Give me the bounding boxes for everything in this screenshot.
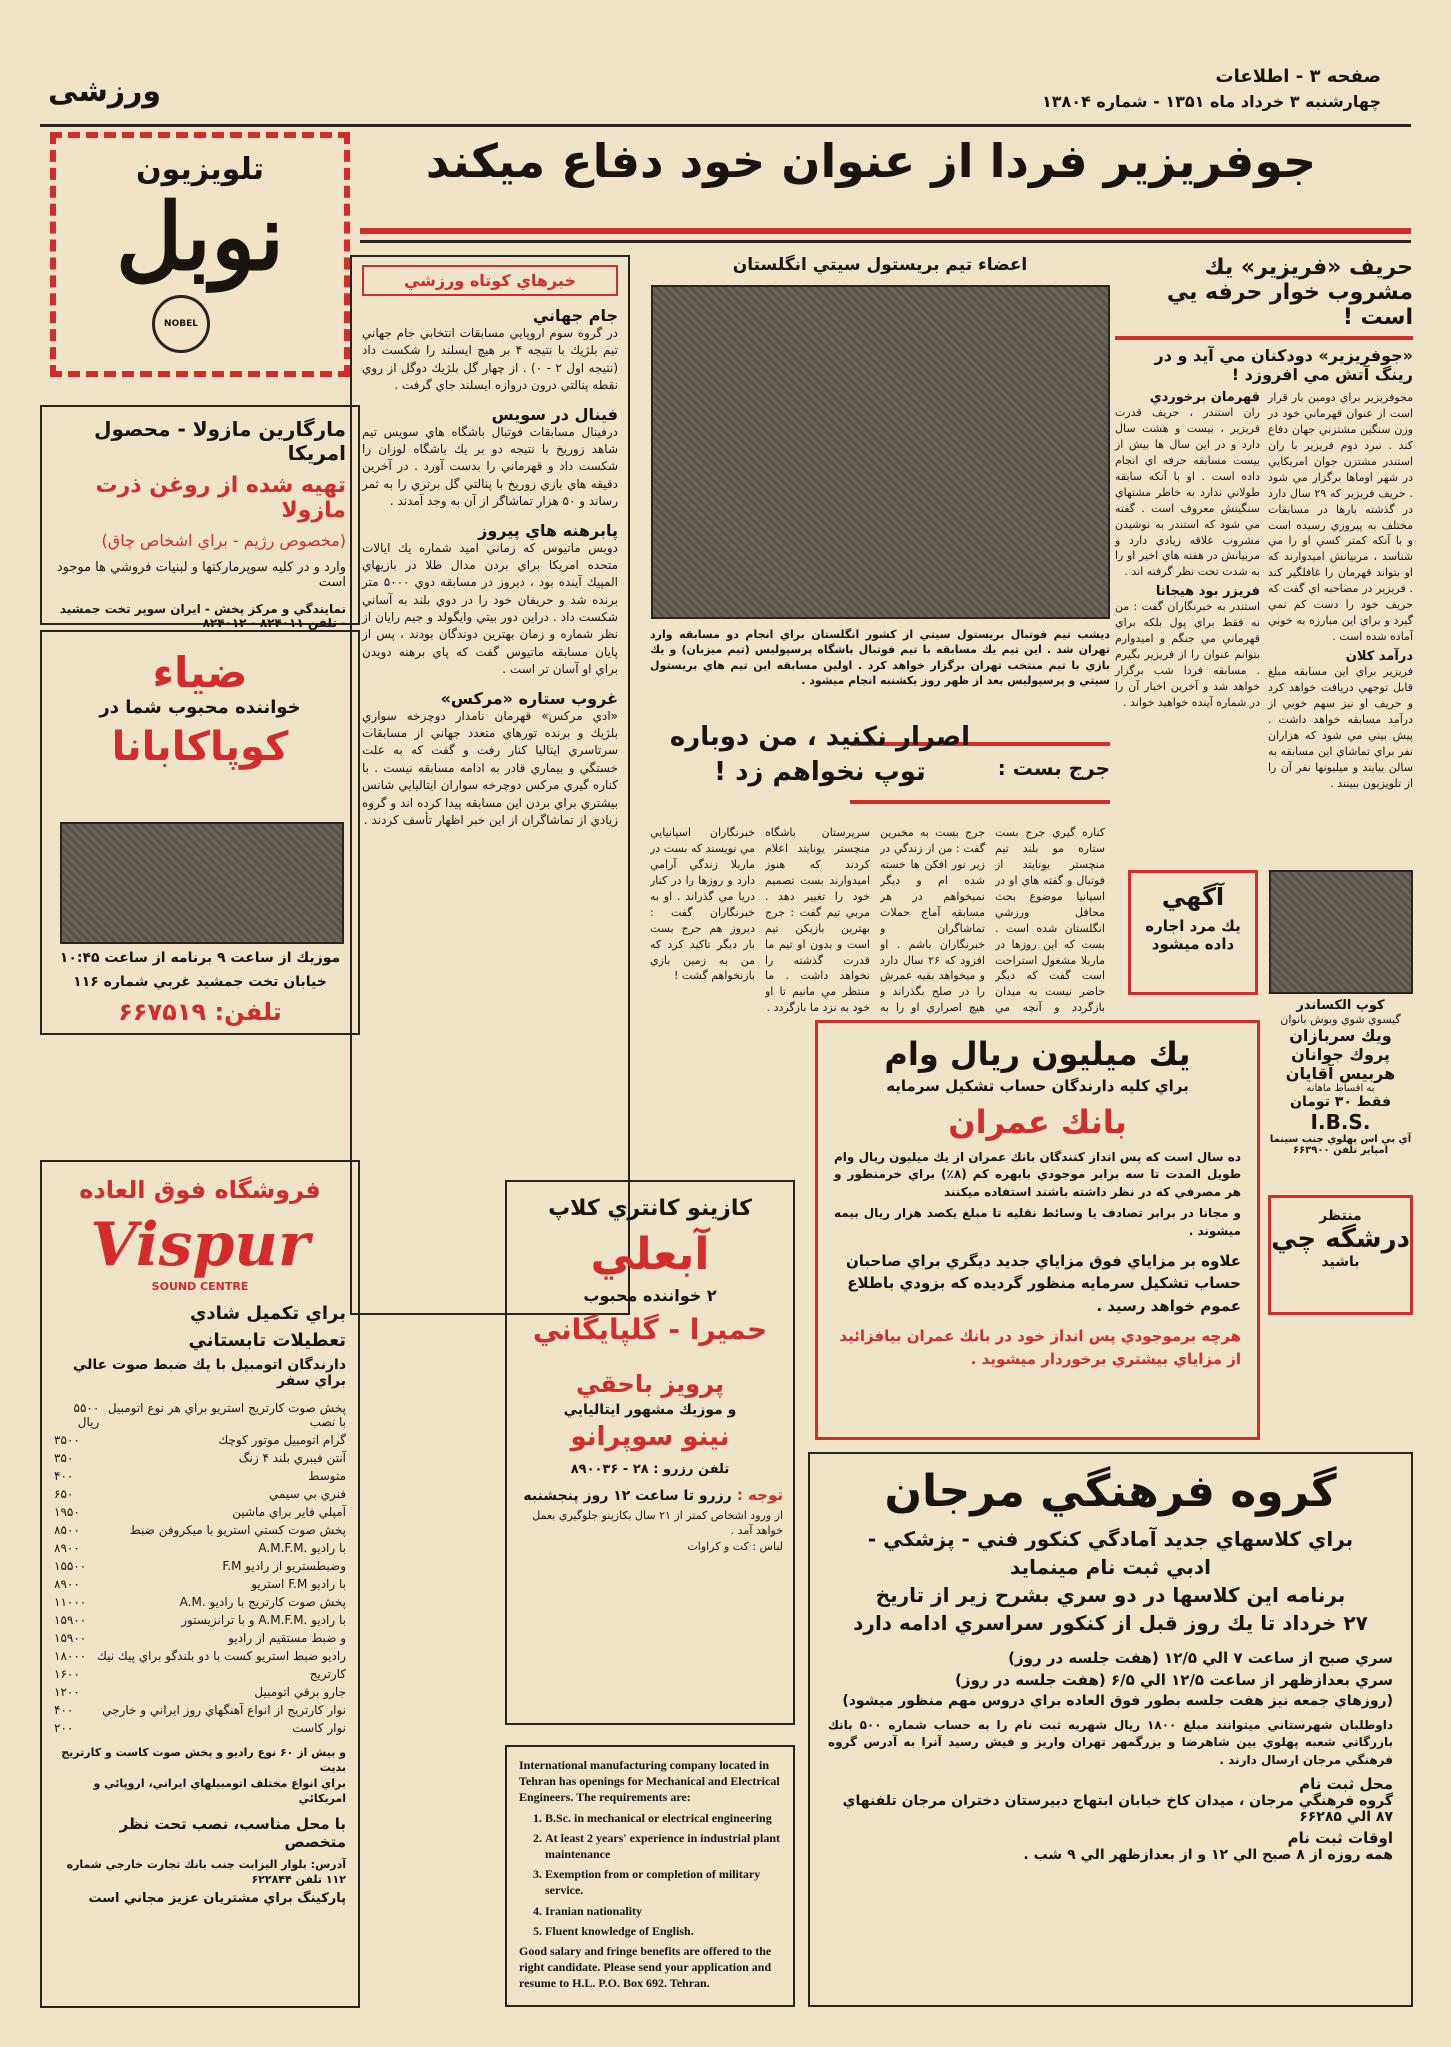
vispur-item-label: متوسط: [308, 1469, 346, 1483]
vispur-item-label: فنري بي سيمي: [269, 1487, 346, 1501]
sports-p3: دويس ماتيوس كه زماني اميد شماره يك ايالات متحده امريكا براي بردن مدال طلا در بازيهاي المپيك آينده بود ، ديروز در مسابقه دوي ۵۰۰۰ متر برنده شد و حريفان خود را در دوي بلند به آساني شكست داد . دراين دور بيتي وايگولد و جيم رايان از نظر شماره و زمان بهترين دوندگان بودند ، پس از پايان مسابقه ماتيوس گفت كه پاي برهنه دويدن براي او آسان تر است .: [362, 540, 618, 677]
team-photo-caption: ديشب تيم فوتبال بريستول سيتي از كشور انگلستان براي انجام دو مسابقه وارد تهران شد . اين تيم يك مسابقه با تيم فوتبال باشگاه پرسپوليس (تيم ميزبان) و يك بازي با تيم منتخب تهران برگزار خواهد كرد . اولين مسابقه اين تيم هاي بريستول سيتي و پرسپوليس بعد از ظهر روز يكشنبه انجام ميشود .: [650, 628, 1110, 688]
vispur-tag2: تعطيلات تابستاني: [188, 1330, 346, 1351]
agahi-title: آگهي: [1161, 883, 1225, 911]
vispur-item-label: پخش صوت كستي استريو با ميكروفن ضبط: [129, 1523, 346, 1537]
vispur-arabic-title: فروشگاه فوق العاده: [79, 1176, 321, 1204]
agahi-line: يك مرد اجاره داده ميشود: [1145, 917, 1241, 953]
casino-star: آبعلي: [590, 1229, 710, 1280]
vispur-item-label: با راديو .A.M.F.M و با ترانزيستور: [181, 1613, 346, 1627]
bank-p1: ده سال است كه پس انداز كنندگان بانك عمران از يك ميليون ريال وام طويل المدت تا سه برابر موجودي بابهره كم (۸٪) براي خرمنطور و هر مصرفي كه در نظر داشته باشند استفاده ميكنند: [834, 1150, 1242, 1199]
vispur-price-item: [54, 1485, 346, 1503]
vispur-item-label: راديو ضبط استريو كست با دو بلندگو براي پيك نيك: [96, 1649, 346, 1663]
bank-omran-ad: [815, 1020, 1260, 1440]
cup-l5: به اقساط ماهانه: [1306, 1083, 1375, 1094]
frazier-label3: فريزر بود هيجانا: [1155, 584, 1260, 600]
marjan-title: گروه فرهنگي مرجان: [884, 1466, 1337, 1517]
zia-address: خيابان تخت جمشيد غربي شماره ۱۱۶: [73, 974, 327, 990]
casino-note-label: توجه :: [736, 1486, 783, 1504]
frazier-title-rule: [1115, 336, 1413, 340]
noble-brand: نوبل: [115, 183, 285, 291]
vispur-item-label: گرام اتومبيل موتور كوچك: [218, 1433, 346, 1447]
english-ad-outro: Good salary and fringe benefits are offered to the right candidate. Please send your application and resume to H.L. P.O. Box 692. Tehran.: [519, 1943, 772, 1991]
marjan-s5: محل ثبت نام: [1299, 1775, 1393, 1794]
doroshkechi-l2: درشگه چي: [1271, 1224, 1410, 1254]
sports-p4: «ادي مركس» قهرمان نامدار دوچرخه سواري بلژيك و برنده تورهاي متعدد جهاني از مسابقات سرتاسري ايتاليا كنار رفت و گفت كه به علت خستگي و بيماري قادر به ادامه مسابقه نيست . با كناره گيري مركس دوچرخه سواران ايتاليايي شانس بيشتري براي بردن اين مسابقه پيدا كرده اند و گروه زيادي از تماشاگران از اين خبر اظهار تأسف كردند .: [362, 708, 618, 827]
sports-news-column: [350, 255, 630, 1315]
marjan-s3: (روزهاي جمعه نيز هفت جلسه بطور فوق العاده براي دروس مهم منظور ميشود): [842, 1693, 1393, 1709]
vispur-item-price: ۱۶۰۰: [54, 1667, 80, 1681]
marjan-s8: همه روزه از ۸ صبح الي ۱۲ و از بعدازظهر الي ۹ شب .: [1023, 1847, 1393, 1864]
doroshkechi-l3: باشيد: [1321, 1254, 1360, 1270]
vispur-logo: Vispur: [90, 1210, 310, 1280]
vispur-item-price: ۱۵۹۰۰: [54, 1613, 87, 1627]
vispur-price-item: [54, 1503, 346, 1521]
english-ad-intro: International manufacturing company located in Tehran has openings for Mechanical and Electrical Engineers. The requirements are:: [519, 1758, 780, 1805]
zia-subtitle: خواننده محبوب شما در: [99, 697, 301, 718]
marjan-l4: ۲۷ خرداد تا يك روز قبل از كنكور سراسري ادامه دارد: [853, 1611, 1368, 1635]
noble-tv-ad: [50, 132, 350, 377]
sports-h4: غروب ستاره «مركس»: [440, 688, 618, 708]
marjan-ad: [808, 1452, 1413, 2007]
vispur-tag3: دارندگان اتومبيل با يك ضبط صوت عالي براي سفر: [72, 1357, 346, 1389]
vispur-item-label: با راديو F.M استريو: [251, 1577, 346, 1591]
vispur-item-label: پخش صوت كارتريج استريو براي هر نوع اتومبيل با نصب: [107, 1401, 346, 1429]
page-info: صفحه ۳ - اطلاعات: [1215, 66, 1381, 87]
team-photo-title: اعضاء تيم بريستول سيتي انگلستان: [732, 255, 1028, 275]
marjan-s2: سري بعدازظهر از ساعت ۱۲/۵ الي ۶/۵ (هفت جلسه در روز): [955, 1671, 1393, 1689]
vispur-item-price: ۸۹۰۰: [54, 1577, 80, 1591]
frazier-quote: «جوفريزير» دودكنان مي آيد و در رينگ آتش مي افروزد !: [1154, 346, 1413, 384]
english-ad-requirement: 4. Iranian nationality: [545, 1903, 781, 1919]
marjan-s4: داوطلبان شهرستاني ميتوانند مبلغ ۱۸۰۰ ريال شهريه ثبت نام را به حساب شماره ۵۰۰ بانك بازرگاني شعبه پهلوي بين شاهرضا و بزرگمهر تهران واريز و فيش رسيد آنرا به آدرس گروه فرهنگي مرجان ارسال دارند .: [828, 1718, 1394, 1767]
vispur-item-price: ۱۹۵۰: [54, 1505, 80, 1519]
zia-name: ضياء: [152, 648, 248, 697]
vispur-item-label: وضبطستريو از راديو F.M: [222, 1559, 346, 1573]
cup-l6: فقط ۳۰ تومان: [1290, 1094, 1391, 1110]
marjan-l1: براي كلاسهاي جديد آمادگي كنكور فني - پزشكي -: [867, 1527, 1354, 1551]
zia-venue: كوپاكابانا: [111, 724, 289, 770]
vispur-footer: پاركينگ براي مشتريان عزيز مجاني است: [88, 1891, 346, 1907]
bank-p2: و مجانا در برابر تصادف يا وسائط نقليه تا مبلغ يكصد هزار ريال بيمه ميشوند .: [834, 1206, 1241, 1238]
casino-title: كازينو كانتري كلاپ: [548, 1196, 752, 1221]
vispur-address: آدرس: بلوار اليزابت جنب بانك تجارت خارجي شماره ۱۱۲ تلفن ۶۲۲۸۴۴: [66, 1857, 346, 1886]
headline-rule: [360, 228, 1411, 234]
cup-l7: I.B.S.: [1310, 1110, 1371, 1134]
vispur-price-item: [54, 1399, 346, 1431]
vispur-item-price: ۵۵۰۰ ريال: [73, 1401, 100, 1429]
vispur-price-item: [54, 1557, 346, 1575]
george-best-box: [650, 720, 1110, 820]
bank-p4: هرچه برموجودي پس انداز خود در بانك عمران بيافزائيد از مزاياي بيشتري برخوردار ميشويد .: [839, 1327, 1241, 1368]
vispur-item-label: كارتريج: [309, 1667, 346, 1681]
vispur-item-label: پخش صوت كارتريج با راديو .A.M: [179, 1595, 346, 1609]
vispur-item-price: ۴۰۰: [54, 1469, 74, 1483]
george-best-col3: سرپرستان باشگاه منچستر يونايتد اعلام كردند كه هنوز اميدوارند بست تصميم خود را تغيير دهد . مربي تيم گفت : جرج بهترين بازيكن تيم است و بدون او تيم ما قدرت گذشته را نخواهد داشت . ما منتظر مي مانيم تا او خود به نزد ما بازگردد .: [765, 826, 870, 1015]
frazier-label2: درآمد كلان: [1345, 649, 1413, 664]
vispur-item-price: ۱۱۰۰۰: [54, 1595, 87, 1609]
vispur-item-price: ۳۵۰۰: [54, 1433, 80, 1447]
sports-h2: فينال در سويس: [491, 404, 618, 424]
casino-comedian: پرويز باحقي: [575, 1370, 725, 1398]
zia-photo: [60, 822, 344, 944]
sports-h1: جام جهاني: [532, 306, 618, 325]
cup-l1: گيسوي شوي وبوش بانوان: [1280, 1013, 1401, 1026]
bank-p3: علاوه بر مزاياي فوق مزاياي جديد ديگري براي صاحبان حساب تشكيل سرمايه منظور گرديده كه بزودي باطلاع عموم خواهد رسيد .: [846, 1251, 1241, 1315]
sports-p2: درفينال مسابقات فوتبال باشگاه هاي سويس تيم شاهد زوريخ با نتيجه دو بر يك باشگاه لوزان را شكست داد و قهرماني را بدست آورد . در آخرين دقيقه هاي بازي زوريخ با پنالتي گل برتري را به ثمر رساند و ۵۰ هزار تماشاگر از آن به وجد آمدند .: [362, 424, 618, 509]
vispur-item-price: ۱۵۹۰۰: [54, 1631, 87, 1645]
vispur-price-item: [54, 1665, 346, 1683]
vispur-item-price: ۶۵۰: [54, 1487, 74, 1501]
vispur-price-list: [54, 1399, 346, 1737]
vispur-price-item: [54, 1611, 346, 1629]
vispur-item-price: ۳۵۰: [54, 1451, 74, 1465]
main-headline: جوفريزير فردا از عنوان خود دفاع ميكند: [425, 134, 1317, 188]
casino-music: و موزيك مشهور ايتاليايي: [563, 1402, 737, 1418]
casino-sub: ۲ خواننده محبوب: [583, 1286, 717, 1305]
vispur-logo-sub: SOUND CENTRE: [151, 1280, 249, 1293]
vispur-price-item: [54, 1431, 346, 1449]
doroshkechi-box: [1268, 1195, 1413, 1315]
vispur-note2: براي انواع مختلف اتومبيلهاي ايراني، اروپائي و امريكائي: [93, 1776, 346, 1806]
team-photo: [651, 285, 1110, 619]
cup-l2: ويك سربازان: [1289, 1026, 1392, 1045]
vispur-item-label: نوار كارتريج از انواع آهنگهاي روز ايراني و خارجي: [102, 1703, 346, 1717]
sports-p1: در گروه سوم اروپايي مسابقات انتخابي جام جهاني تيم بلژيك با نتيجه ۴ بر هيچ ايسلند را شكست داد (نتيجه اول ۲ - ۰) . از چهار گل بلژيك دوگل از روي نقطه پنالتي درون دروازه ايسلند جاي گرفت .: [362, 326, 619, 393]
vispur-price-item: [54, 1701, 346, 1719]
vispur-item-label: جارو برقي اتومبيل: [254, 1685, 346, 1699]
bank-subtitle: براي كليه دارندگان حساب تشكيل سرمايه: [886, 1077, 1189, 1095]
english-job-ad: [505, 1745, 795, 2007]
zia-music: موزيك از ساعت ۹ برنامه از ساعت ۱۰:۴۵: [59, 950, 341, 966]
noble-seal: NOBEL: [152, 295, 210, 353]
team-photo-section: [650, 255, 1110, 725]
doroshkechi-l1: منتظر: [1319, 1208, 1362, 1224]
frazier-body4: استندر به خبرنگاران گفت : من نه فقط براي پول بلكه براي قهرماني مي جنگم و اميدوارم بتوانم عنوان را از فريزير بگيرم . مسابقه فردا شب برگزار خواهد شد و آخرين اخبار آن را در شماره آينده خواهيد خواند .: [1115, 600, 1260, 709]
george-best-col4: خبرنگاران اسپانيايي مي نويسند كه بست در ماربلا زندگي آرامي دارد و روزها را در كنار دريا مي گذراند . او به خبرنگاران گفت : ديروز هم جرج بست بار ديگر تاكيد كرد كه من به زمين بازي بازنخواهم گشت !: [650, 826, 755, 983]
marjan-s7: اوقات ثبت نام: [1287, 1829, 1393, 1848]
casino-n2: از ورود اشخاص كمتر از ۲۱ سال بكازينو جلوگيري بعمل خواهد آمد .: [532, 1509, 783, 1538]
vispur-item-label: آنتن فيبري بلند ۴ زنگ: [238, 1451, 346, 1465]
george-best-name: جرج بست :: [997, 756, 1110, 780]
margarine-title: مارگارين مازولا - محصول امريكا: [94, 417, 346, 465]
cup-l8: آي بي اس پهلوي جنب سينما امپاير تلفن ۶۶۳۹۰۰: [1269, 1134, 1412, 1156]
marjan-l2: ادبي ثبت نام مينمايد: [1010, 1555, 1211, 1579]
vispur-item-label: آمپلي فاير براي ماشين: [232, 1505, 346, 1519]
casino-ad: [505, 1180, 795, 1725]
cup-l4: هربيس آقايان: [1285, 1064, 1396, 1083]
vispur-item-price: ۸۵۰۰: [54, 1523, 80, 1537]
vispur-note3: با محل مناسب، نصب تحت نظر متخصص: [119, 1814, 346, 1851]
margarine-line3: وارد و در كليه سوپرماركتها و لبنيات فروشي ها موجود است: [56, 560, 346, 590]
marjan-l3: برنامه اين كلاسها در دو سري بشرح زير از تاريخ: [875, 1583, 1346, 1607]
frazier-body3: فريزير براي اين مسابقه مبلغ قابل توجهي دريافت خواهد كرد و حريف او نيز سهم خوبي از درآمد مسابقه خواهد داشت . پيش بيني مي شود كه هزاران نفر براي تماشاي اين مسابقه به سالن بيايند و ميليونها نفر آن را از تلويزيون ببينند .: [1268, 665, 1413, 790]
sports-news-logo: خبرهاي كوتاه ورزشي: [362, 265, 618, 296]
english-ad-requirements: [519, 1810, 781, 1939]
bank-title: يك ميليون ريال وام: [884, 1035, 1191, 1073]
vispur-item-price: ۸۹۰۰: [54, 1541, 80, 1555]
george-best-col2: جرج بست به مخبرين گفت : من از زندگي در زير نور افكن ها خسته شده ام و ديگر نميخواهم در هر مسابقه آماج حملات تماشاگران و خبرنگاران باشم . او افزود كه ۲۶ سال دارد و ميخواهد بقيه عمرش را در صلح بگذراند و هيچ اصراري او را به: [880, 826, 985, 1015]
cup-photo: [1269, 870, 1413, 994]
casino-note: رزرو تا ساعت ۱۲ روز پنجشنبه: [523, 1488, 732, 1504]
date-line: چهارشنبه ۳ خرداد ماه ۱۳۵۱ - شماره ۱۳۸۰۴: [1042, 92, 1381, 111]
casino-phone: تلفن رزرو : ۲۸ - ۸۹۰۰۳۶: [570, 1462, 730, 1477]
vispur-price-item: [54, 1575, 346, 1593]
vispur-item-price: ۱۵۵۰۰: [54, 1559, 87, 1573]
frazier-title2: مشروب خوار حرفه يي است !: [1166, 280, 1413, 330]
vispur-price-item: [54, 1521, 346, 1539]
george-best-col1: كناره گيري جرج بست ستاره مو بلند تيم منچستر يونايتد از فوتبال و گفته هاي او در اسپانيا موضوع بحث محافل ورزشي انگلستان شده است . بست كه اين روزها در ماربلا مشغول استراحت است گفت كه ديگر حاضر نيست به ميدان بازگردد و آنچه مي: [995, 826, 1105, 1015]
zia-phone: تلفن: ۶۶۷۵۱۹: [118, 998, 282, 1026]
marjan-s6: گروه فرهنگي مرجان ، ميدان كاخ خيابان ابتهاج دبيرستان دختران مرجان تلفنهاي ۸۷ الي ۶۶۲۸۵: [842, 1793, 1393, 1826]
casino-singer: حميرا - گلپايگاني: [532, 1313, 768, 1346]
casino-band: نينو سوپرانو: [570, 1422, 730, 1452]
english-ad-requirement: 1. B.Sc. in mechanical or electrical engineering: [545, 1810, 781, 1826]
vispur-price-item: [54, 1719, 346, 1737]
bank-name: بانك عمران: [948, 1103, 1127, 1141]
vispur-price-item: [54, 1467, 346, 1485]
sports-h3: پابرهنه هاي پيروز: [478, 520, 618, 540]
frazier-title1: حريف «فريزير» يك: [1204, 255, 1413, 280]
margarine-line2: (مخصوص رژيم - براي اشخاص چاق): [101, 531, 346, 550]
vispur-ad: [40, 1160, 360, 2008]
english-ad-requirement: 3. Exemption from or completion of military service.: [545, 1866, 781, 1898]
cup-title: كوپ الكساندر: [1296, 998, 1385, 1013]
vispur-price-item: [54, 1683, 346, 1701]
frazier-body2: ران استندر ، حريف قدرت فريزير ، بيست و هشت سال دارد و در اين سال ها بيش از بيست مسابقه حرفه اي انجام داده است . او با آنكه سابقه طولاني ندارد به خاطر مشتهاي سنگينش معروف است . گفته مي شود كه استندر به نوشيدن مشروب علاقه زيادي دارد و مربيانش در هفته هاي اخير او را به شدت تحت نظر گرفته اند .: [1115, 406, 1260, 579]
cup-l3: پروك جوانان: [1291, 1045, 1390, 1064]
george-best-box-bottom: [850, 800, 1110, 804]
vispur-item-price: ۲۰۰: [54, 1721, 74, 1735]
vispur-note1: و بيش از ۶۰ نوع راديو و پخش صوت كاست و كارتريج بديت: [61, 1746, 346, 1775]
section-label: ورزشی: [48, 74, 162, 109]
frazier-label-left: قهرمان برخوردي: [1149, 390, 1260, 405]
margarine-line1: تهيه شده از روغن ذرت مازولا: [95, 473, 346, 523]
noble-top: تلويزيون: [136, 152, 264, 187]
vispur-item-label: و ضبط مستقيم از راديو: [228, 1631, 346, 1645]
margarine-ad: [40, 405, 360, 630]
cup-alexander-ad: [1268, 870, 1413, 1190]
frazier-body: مجوفريزير براي دومين بار قرار است از عنوان قهرماني خود در وزن سنگين مشتزني جهان دفاع كند . نبرد دوم فريزير با ران استندر مشتزن جوان امريكايي در شهر اوماها برگزار مي شود . حريف فريزير كه ۲۹ سال دارد در گذشته بارها در مسابقات مختلف به پيروزي رسيده است و با آنكه كمتر كسي او را مي شناسد ، مربيانش اميدوارند كه او بتواند قهرمان را غافلگير كند . فريزير در مصاحبه اي گفت كه حريف خود را دست كم نمي گيرد و براي اين مبارزه به خوبي آماده شده است .: [1268, 391, 1413, 644]
vispur-price-item: [54, 1647, 346, 1665]
english-ad-requirement: 2. At least 2 years' experience in industrial plant maintenance: [545, 1830, 781, 1862]
vispur-price-item: [54, 1539, 346, 1557]
vispur-tag1: براي تكميل شادي: [189, 1303, 346, 1324]
vispur-item-price: ۱۲۰۰: [54, 1685, 80, 1699]
english-ad-requirement: 5. Fluent knowledge of English.: [545, 1923, 781, 1939]
george-best-title: اصرار نكنيد ، من دوباره توپ نخواهم زد !: [669, 722, 971, 788]
zia-ad: [40, 630, 360, 1035]
vispur-item-label: نوار كاست: [292, 1721, 346, 1735]
header-rule: [40, 124, 1411, 127]
vispur-price-item: [54, 1593, 346, 1611]
vispur-price-item: [54, 1449, 346, 1467]
headline-rule-dark: [360, 240, 1411, 243]
agahi-box: [1128, 870, 1258, 995]
frazier-article: [1115, 255, 1413, 855]
vispur-price-item: [54, 1629, 346, 1647]
vispur-item-price: ۱۸۰۰۰: [54, 1649, 87, 1663]
casino-n3: لباس : كت و كراوات: [687, 1539, 783, 1553]
marjan-s1: سري صبح از ساعت ۷ الي ۱۲/۵ (هفت جلسه در روز): [1008, 1649, 1393, 1667]
margarine-line4: نمايندگي و مركز پخش - ايران سوپر تخت جمشيد - تلفن ۸۲۴۰۱۱ - ۸۲۴۰۱۲: [59, 602, 346, 630]
vispur-item-price: ۴۰۰: [54, 1703, 74, 1717]
vispur-item-label: با راديو .A.M.F.M: [258, 1541, 346, 1555]
